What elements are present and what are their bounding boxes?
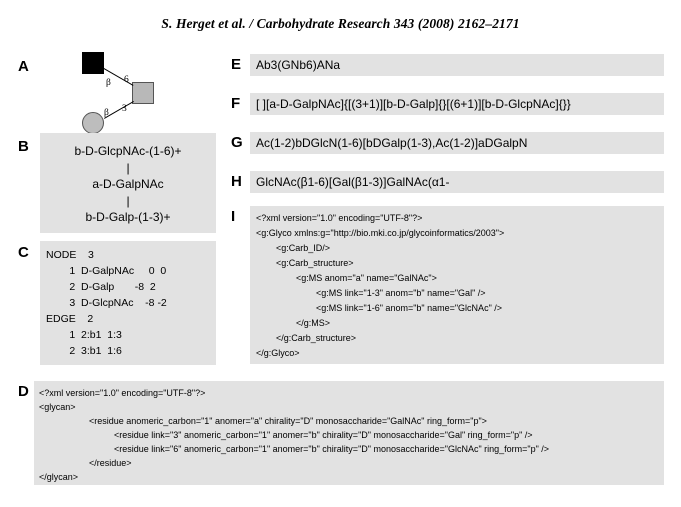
panel-i-line-8: </g:MS>	[256, 318, 331, 328]
panel-d-line-3: <residue anomeric_carbon="1" anomer="a" chirality="D" monosaccharide="GalNAc" ring_form="p">	[39, 416, 487, 426]
panel-b-box	[40, 133, 216, 233]
panel-d-line-5: <residue link="6" anomeric_carbon="1" anomer="b" chirality="D" monosaccharide="GlcNAc" ring_form="p" />	[39, 444, 550, 454]
panel-i-line-9: </g:Carb_structure>	[256, 333, 357, 343]
panel-e-box	[250, 54, 664, 76]
panel-i-line-3: <g:Carb_ID/>	[256, 243, 331, 253]
panel-letter-d: D	[18, 383, 29, 400]
running-head: S. Herget et al. / Carbohydrate Research 343 (2008) 2162–2171	[161, 16, 520, 31]
panel-d-line-2: <glycan>	[39, 402, 76, 412]
panel-b-line-2: |	[126, 161, 130, 175]
panel-letter-a: A	[18, 58, 29, 75]
panel-c-line-7: 2 3:b1 1:6	[46, 345, 122, 357]
panel-c-line-5: EDGE 2	[46, 313, 94, 325]
panel-c-line-4: 3 D-GlcpNAc -8 -2	[46, 297, 167, 309]
panel-e-text: Ab3(GNb6)ANa	[256, 58, 341, 72]
panel-g-text: Ac(1-2)bDGlcN(1-6)[bDGalp(1-3),Ac(1-2)]aDGalpN	[256, 136, 528, 150]
panel-c-line-6: 1 2:b1 1:3	[46, 329, 122, 341]
panel-i-line-6: <g:MS link="1-3" anom="b" name="Gal" />	[256, 288, 486, 298]
label-beta-lower: β	[104, 108, 109, 118]
panel-f-text: [ ][a-D-GalpNAc]{[(3+1)][b-D-Galp]{}[(6+1)][b-D-GlcpNAc]{}}	[256, 97, 571, 111]
panel-i-line-5: <g:MS anom="a" name="GalNAc">	[256, 273, 437, 283]
panel-d-line-4: <residue link="3" anomeric_carbon="1" anomer="b" chirality="D" monosaccharide="Gal" ring_form="p" />	[39, 430, 533, 440]
panel-i-line-2: <g:Glyco xmlns:g="http://bio.mki.co.jp/glycoinformatics/2003">	[256, 228, 505, 238]
panel-d-line-6: </residue>	[39, 458, 132, 468]
label-three: 3	[122, 104, 127, 114]
panel-c-line-3: 2 D-Galp -8 2	[46, 281, 156, 293]
panel-i-box	[250, 206, 664, 364]
panel-c-line-1: NODE 3	[46, 249, 94, 261]
panel-h-box	[250, 171, 664, 193]
panel-d-line-7: </glycan>	[39, 472, 79, 482]
panel-i-line-1: <?xml version="1.0" encoding="UTF-8"?>	[256, 213, 423, 223]
panel-i-line-10: </g:Glyco>	[256, 348, 300, 358]
panel-g-box	[250, 132, 664, 154]
panel-d-box	[34, 381, 664, 485]
panel-h-text: GlcNAc(β1-6)[Gal(β1-3)]GalNAc(α1-	[256, 175, 450, 189]
panel-letter-g: G	[231, 134, 243, 151]
panel-letter-b: B	[18, 138, 29, 155]
panel-letter-h: H	[231, 173, 242, 190]
panel-b-line-4: |	[126, 194, 130, 208]
label-beta-upper: β	[106, 78, 111, 88]
panel-d-line-1: <?xml version="1.0" encoding="UTF-8"?>	[39, 388, 206, 398]
glyph-gal-circle	[82, 112, 104, 134]
panel-c-box	[40, 241, 216, 365]
panel-i-line-4: <g:Carb_structure>	[256, 258, 354, 268]
glyph-galnac-square	[132, 82, 154, 104]
panel-b-line-3: a-D-GalpNAc	[92, 177, 164, 191]
panel-letter-c: C	[18, 244, 29, 261]
label-six: 6	[124, 75, 129, 85]
panel-letter-e: E	[231, 56, 242, 73]
panel-a-glycan-diagram	[60, 52, 190, 142]
panel-letter-f: F	[231, 95, 241, 112]
glyph-glcnac-square	[82, 52, 104, 74]
panel-i-line-7: <g:MS link="1-6" anom="b" name="GlcNAc" />	[256, 303, 503, 313]
panel-c-line-2: 1 D-GalpNAc 0 0	[46, 265, 167, 277]
panel-f-box	[250, 93, 664, 115]
panel-letter-i: I	[231, 208, 236, 225]
panel-b-line-5: b-D-Galp-(1-3)+	[85, 210, 171, 224]
panel-b-line-1: b-D-GlcpNAc-(1-6)+	[74, 144, 182, 158]
